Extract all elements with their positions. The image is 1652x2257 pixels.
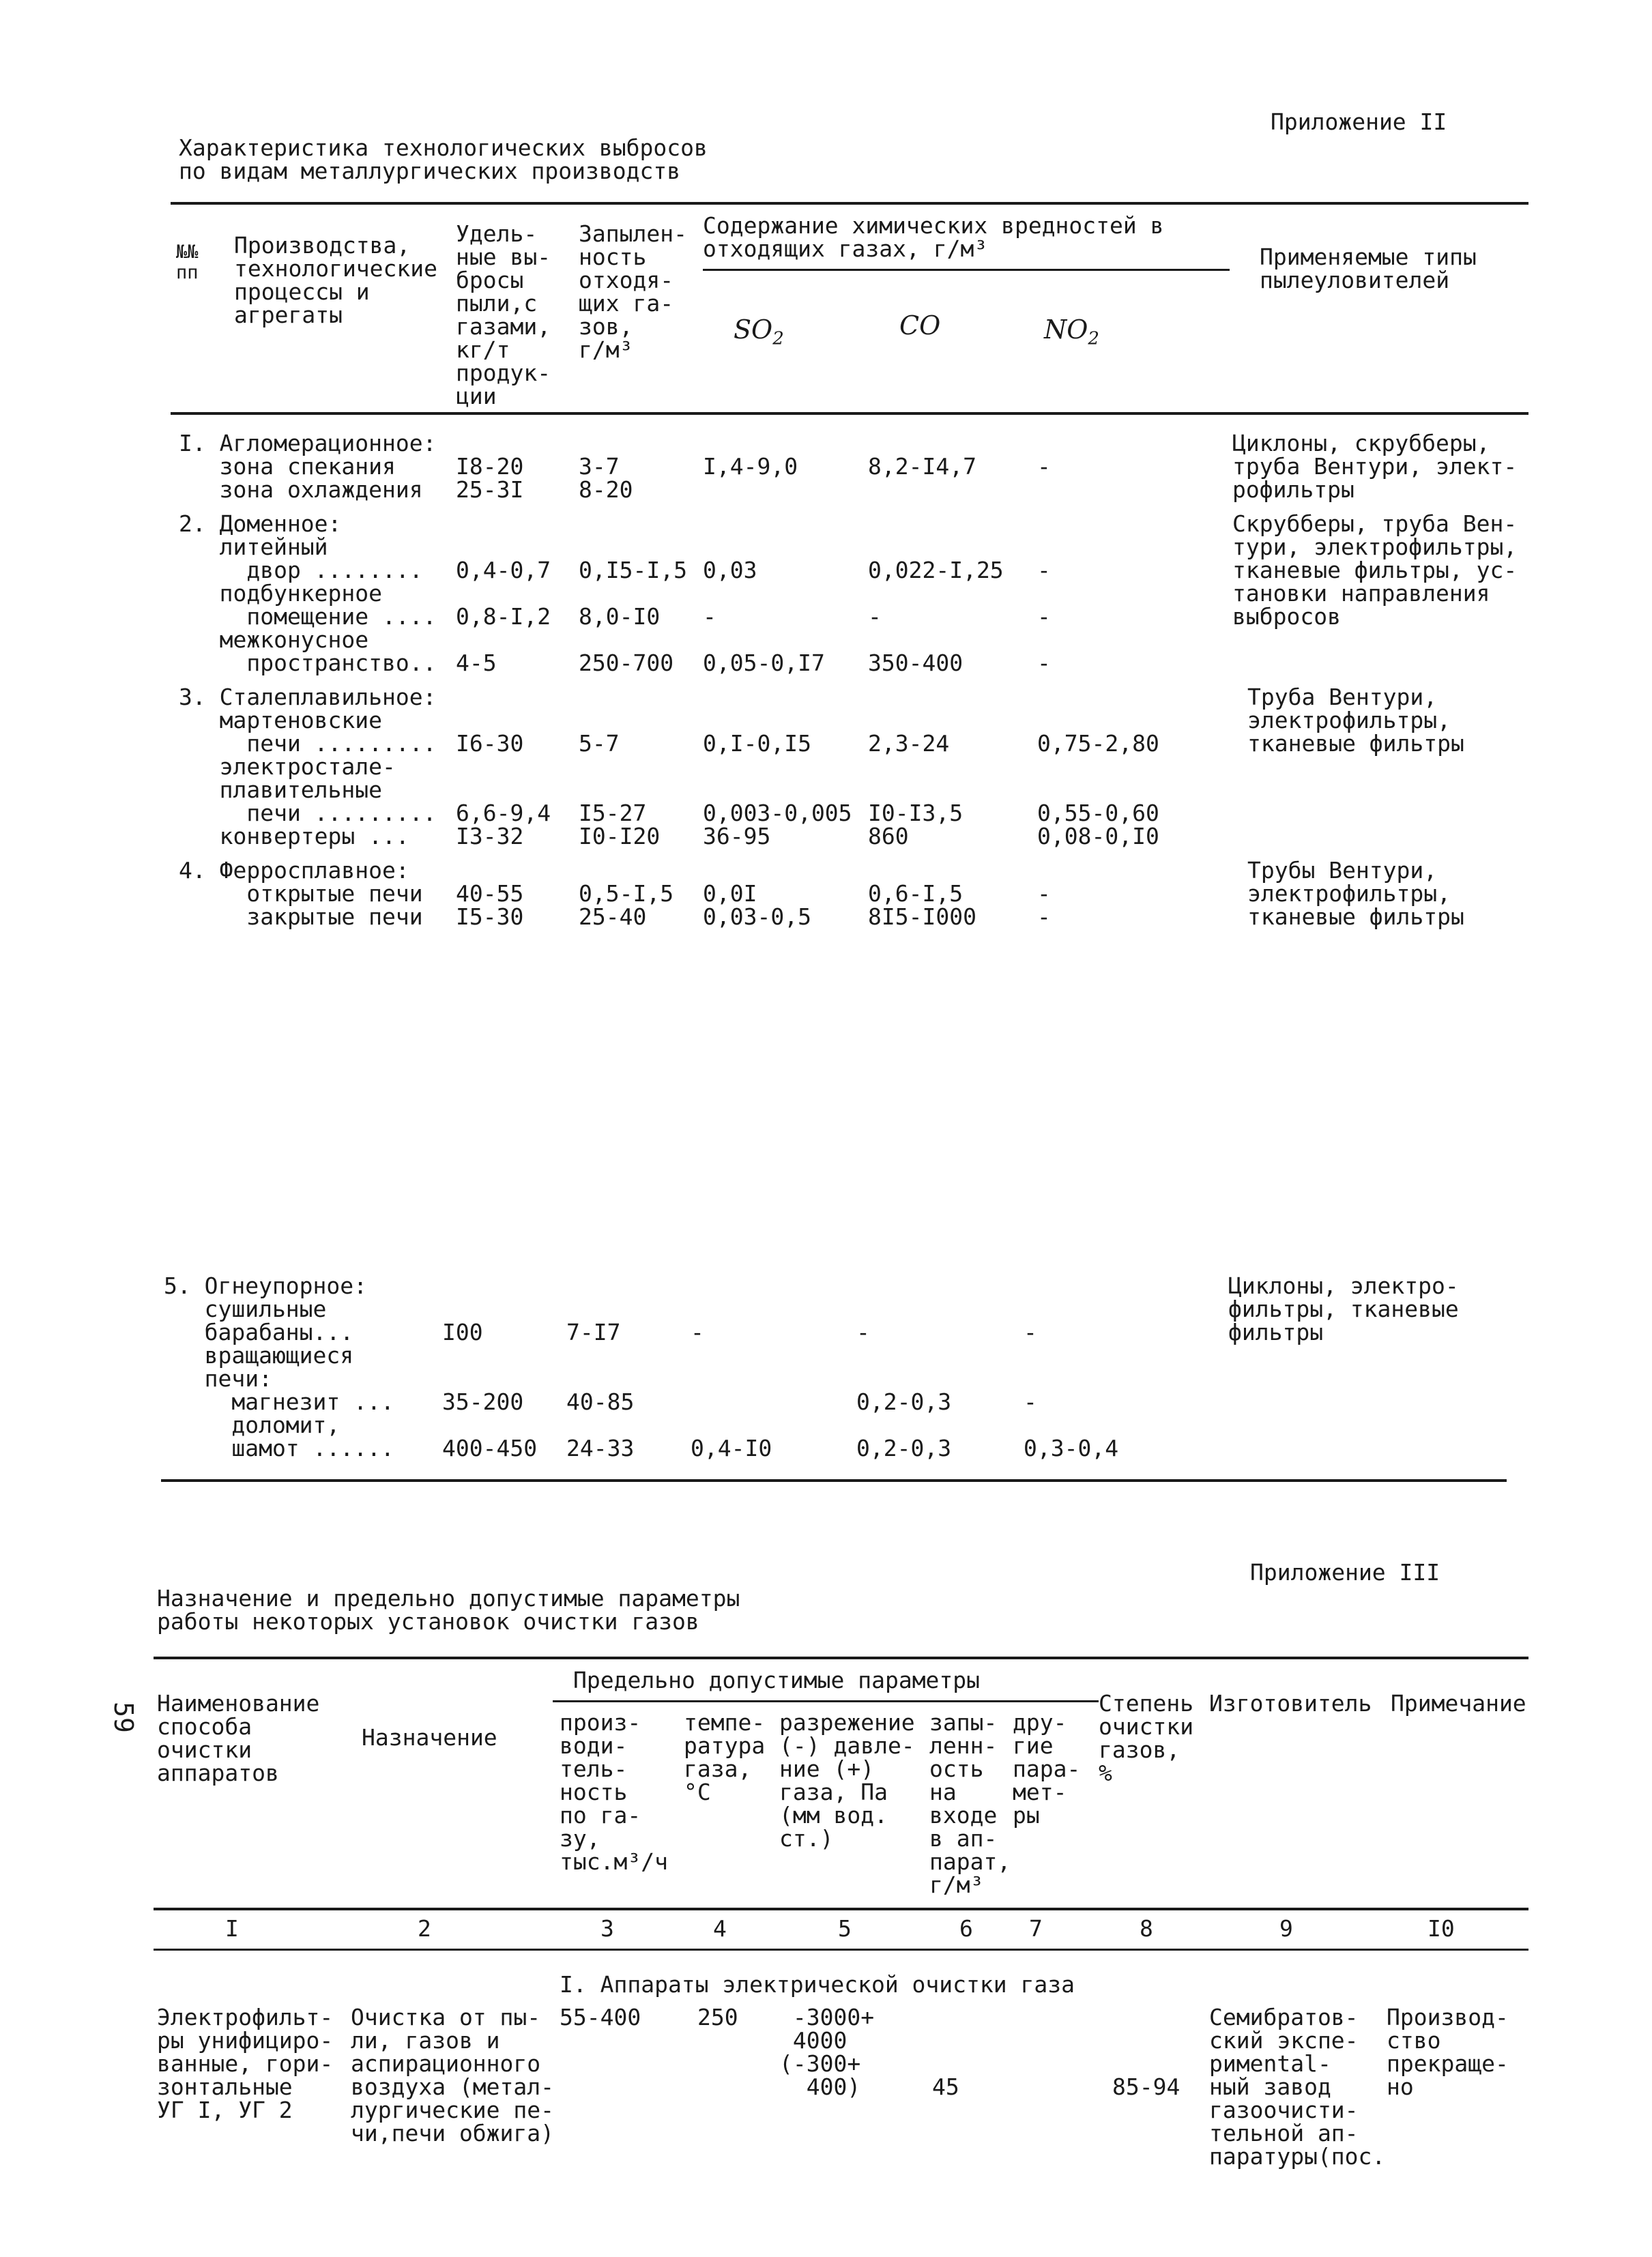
column-number: 7 [1029,1915,1043,1942]
column-number: I [225,1915,239,1942]
row-so2: 36-95 [703,823,771,849]
header2-other: дру- гие пара- мет- ры [1013,1709,1081,1829]
row-name: 3. Сталеплавильное: мартеновские печи ......... [179,684,437,757]
table-top-rule [171,202,1528,205]
row-dust: 7-I7 [566,1319,621,1345]
row-dust: I5-27 [579,800,647,826]
row-dust: 0,I5-I,5 [579,557,687,583]
row-specific: 0,8-I,2 [456,603,551,630]
row-collector-type: Циклоны, скрубберы, труба Вентури, элект- рофильтры [1232,430,1518,503]
column-number: 4 [713,1915,727,1942]
table2-numbers-rule [154,1949,1528,1951]
row-specific: 25-3I [456,476,524,503]
row-no2: - [1037,903,1051,930]
row-specific: I3-32 [456,823,524,849]
row-name: межконусное пространство.. [219,626,437,676]
header-so2: $SO_2$ [734,315,784,349]
row-name: зона спекания [179,453,396,480]
row-collector-type: Труба Вентури, электрофильтры, тканевые фильтры [1247,684,1464,757]
row-name: 5. Огнеупорное: сушильные барабаны... [164,1272,368,1345]
row-name: доломит, шамот ...... [231,1412,394,1461]
header-dust-content: Запылен- ность отходя- щих га- зов, г/м³ [579,220,687,363]
row-co: 0,6-I,5 [868,880,963,907]
row-no2: - [1024,1319,1037,1345]
header2-purpose: Назначение [362,1724,497,1751]
row-specific: I00 [442,1319,483,1345]
appendix-2-title-line-1: Характеристика технологических выбросов [179,134,708,161]
row2-dust: 45 [932,2073,959,2100]
column-number: 3 [600,1915,614,1942]
header2-maker: Изготовитель [1209,1690,1372,1717]
page-number: 59 [108,1702,139,1733]
row-co: 0,2-0,3 [856,1388,952,1415]
row-specific: 35-200 [442,1388,524,1415]
header2-name: Наименование способа очистки аппаратов [157,1690,320,1786]
row-co: - [868,603,882,630]
row2-maker: Семибратов- ский экспе- римental- ный завод газоочисти- тельной ап- паратуры(пос. [1209,2004,1386,2170]
row-specific: I5-30 [456,903,524,930]
row-specific: 40-55 [456,880,524,907]
table2-top-rule [154,1657,1528,1659]
appendix-3-title-line-2: работы некоторых установок очистки газов [157,1608,699,1635]
row-co: I0-I3,5 [868,800,963,826]
row2-degree: 85-94 [1112,2073,1180,2100]
row-dust: 40-85 [566,1388,635,1415]
row-so2: 0,05-0,I7 [703,650,825,676]
header2-limits: Предельно допустимые параметры [573,1667,981,1693]
row-no2: - [1037,880,1051,907]
column-number: 5 [838,1915,852,1942]
row-name: зона охлаждения [179,476,423,503]
row-name: двор ........ [179,557,423,583]
row-name: подбункерное помещение .... [219,580,437,630]
row-specific: 0,4-0,7 [456,557,551,583]
row-co: 0,022-I,25 [868,557,1004,583]
row-name: закрытые печи [179,903,423,930]
chem-header-rule [703,269,1230,271]
row-so2: 0,03-0,5 [703,903,811,930]
column-number: 8 [1140,1915,1153,1942]
appendix-2-label: Приложение II [1271,108,1447,135]
appendix-3-title-line-1: Назначение и предельно допустимые параметры [157,1585,740,1612]
row-so2: I,4-9,0 [703,453,798,480]
row-name: конвертеры ... [179,823,409,849]
header2-degree: Степень очистки газов, % [1099,1690,1194,1786]
row-specific: I8-20 [456,453,524,480]
row-so2: - [703,603,716,630]
row-so2: - [691,1319,704,1345]
row-no2: 0,55-0,60 [1037,800,1159,826]
row-so2: 0,003-0,005 [703,800,852,826]
row2-temperature: 250 [697,2004,738,2030]
appendix-3-label: Приложение III [1250,1559,1440,1586]
column-number: 6 [959,1915,973,1942]
header2-note: Примечание [1391,1690,1526,1717]
row-specific: 4-5 [456,650,497,676]
row-name: I. Агломерационное: [179,430,437,456]
header2-pressure: разрежение (-) давле- ние (+) газа, Па (мм вод. ст.) [779,1709,915,1852]
header-specific-emissions: Удель- ные вы- бросы пыли,с газами, кг/т продук- ции [456,220,551,409]
row-dust: 24-33 [566,1435,635,1461]
row-so2: 0,03 [703,557,757,583]
row-dust: 0,5-I,5 [579,880,674,907]
row-co: - [856,1319,870,1345]
row-no2: 0,3-0,4 [1024,1435,1119,1461]
header-co: CO [899,310,941,340]
header-num: №№ пп [176,242,199,283]
row2-purpose: Очистка от пы- ли, газов и аспирационного воздуха (метал- лургические пе- чи,печи обжига) [351,2004,555,2146]
row-co: 8,2-I4,7 [868,453,976,480]
row-specific: I6-30 [456,730,524,757]
row2-note: Производ- ство прекраще- но [1387,2004,1509,2100]
limits-header-rule [553,1700,1099,1702]
row-no2: 0,08-0,I0 [1037,823,1159,849]
header2-productivity: произ- води- тель- ность по га- зу, тыс.м³/ч [560,1709,668,1875]
row-name: 2. Доменное: литейный [179,510,342,560]
row-co: 860 [868,823,909,849]
row-so2: 0,I-0,I5 [703,730,811,757]
section-heading: I. Аппараты электрической очистки газа [560,1971,1075,1998]
header-collector-types: Применяемые типы пылеуловителей [1260,244,1477,293]
row-co: 0,2-0,3 [856,1435,952,1461]
appendix-2-title-line-2: по видам металлургических производств [179,158,681,184]
row-so2: 0,0I [703,880,757,907]
row-specific: 400-450 [442,1435,538,1461]
row-dust: 3-7 [579,453,620,480]
row-dust: 25-40 [579,903,647,930]
table-bottom-rule [161,1479,1507,1482]
row-no2: 0,75-2,80 [1037,730,1159,757]
row-so2: 0,4-I0 [691,1435,772,1461]
row-no2: - [1037,453,1051,480]
column-number: 2 [418,1915,431,1942]
row-dust: 250-700 [579,650,674,676]
header-bottom-rule [171,412,1528,415]
row2-name: Электрофильт- ры унифициро- ванные, гори- зонтальные УГ I, УГ 2 [157,2004,334,2123]
header-no2: $NO_2$ [1044,315,1099,349]
header-chemical-content: Содержание химических вредностей в отходящих газах, г/м³ [703,212,1164,262]
column-number: 9 [1279,1915,1293,1942]
row-no2: - [1037,557,1051,583]
row-co: 2,3-24 [868,730,950,757]
row-co: 350-400 [868,650,963,676]
row-dust: 8-20 [579,476,633,503]
row-name: электростале- плавительные печи ......... [219,753,437,826]
row-specific: 6,6-9,4 [456,800,551,826]
header-production: Производства, технологические процессы и агрегаты [234,232,438,328]
row-collector-type: Трубы Вентури, электрофильтры, тканевые фильтры [1247,857,1464,930]
row-dust: 8,0-I0 [579,603,661,630]
row-name: вращающиеся печи: магнезит ... [204,1342,394,1415]
row-dust: I0-I20 [579,823,661,849]
row-no2: - [1037,650,1051,676]
row2-pressure: -3000+ 4000 (-300+ 400) [779,2004,875,2100]
row-no2: - [1037,603,1051,630]
row-collector-type: Скрубберы, труба Вен- тури, электрофильтры, тканевые фильтры, ус- тановки направления выбросов [1232,510,1518,630]
row2-productivity: 55-400 [560,2004,641,2030]
table2-header-rule [154,1908,1528,1910]
row-collector-type: Циклоны, электро- фильтры, тканевые фильтры [1228,1272,1459,1345]
header2-dust: запы- ленн- ость на входе в ап- парат, г/м³ [929,1709,1011,1898]
column-number: I0 [1428,1915,1455,1942]
row-dust: 5-7 [579,730,620,757]
header2-temperature: темпе- ратура газа, °C [684,1709,766,1805]
row-co: 8I5-I000 [868,903,976,930]
row-no2: - [1024,1388,1037,1415]
row-name: 4. Ферросплавное: открытые печи [179,857,423,907]
